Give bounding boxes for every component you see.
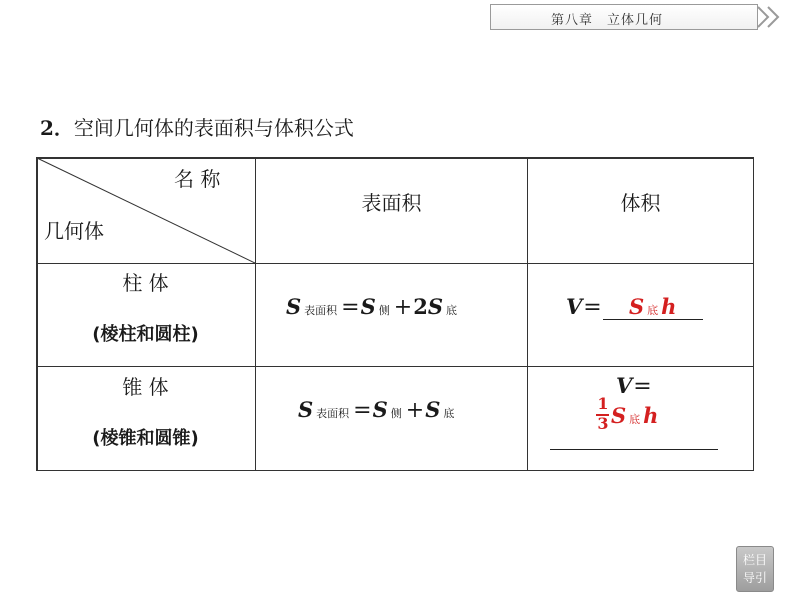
nav-label-line1: 栏目 [742, 553, 767, 567]
nav-label-line2: 导引 [742, 571, 767, 585]
answer-blank-pyramid [550, 395, 718, 450]
answer-blank-prism: S 底 h [603, 294, 703, 320]
pyramid-volume-answer: S底 h [611, 403, 659, 428]
section-number: 2． [40, 116, 74, 140]
header-diagonal [36, 157, 256, 264]
surface-formula-pyramid: S表面积 =S 侧 +S 底 [298, 397, 455, 423]
header-volume: 体积 [620, 191, 661, 215]
volume-formula-pyramid-lhs: V= [616, 373, 652, 399]
row-sub-pyramid: (棱锥和圆锥) [92, 428, 199, 449]
row-sub-prism: (棱柱和圆柱) [92, 324, 199, 345]
corner-top-label: 名 称 [174, 167, 221, 191]
section-nav-button[interactable] [736, 546, 774, 592]
row-name-prism: 柱 体 [122, 271, 169, 295]
chapter-title: 第八章 立体几何 [551, 13, 664, 28]
row-name-pyramid: 锥 体 [122, 375, 169, 399]
fraction-denominator: 3 [597, 414, 609, 433]
section-title-text: 空间几何体的表面积与体积公式 [73, 116, 354, 140]
surface-formula-prism: S表面积 =S 侧 +2S 底 [286, 294, 458, 320]
chevron-right-icon [754, 4, 792, 30]
chapter-banner [490, 4, 758, 30]
header-surface-area: 表面积 [361, 191, 422, 215]
fraction-numerator: 1 [597, 394, 609, 413]
section-title [40, 112, 354, 141]
volume-formula-prism: V= S 底 h [566, 294, 703, 320]
corner-bottom-label: 几何体 [44, 219, 104, 243]
formula-table [36, 157, 754, 471]
